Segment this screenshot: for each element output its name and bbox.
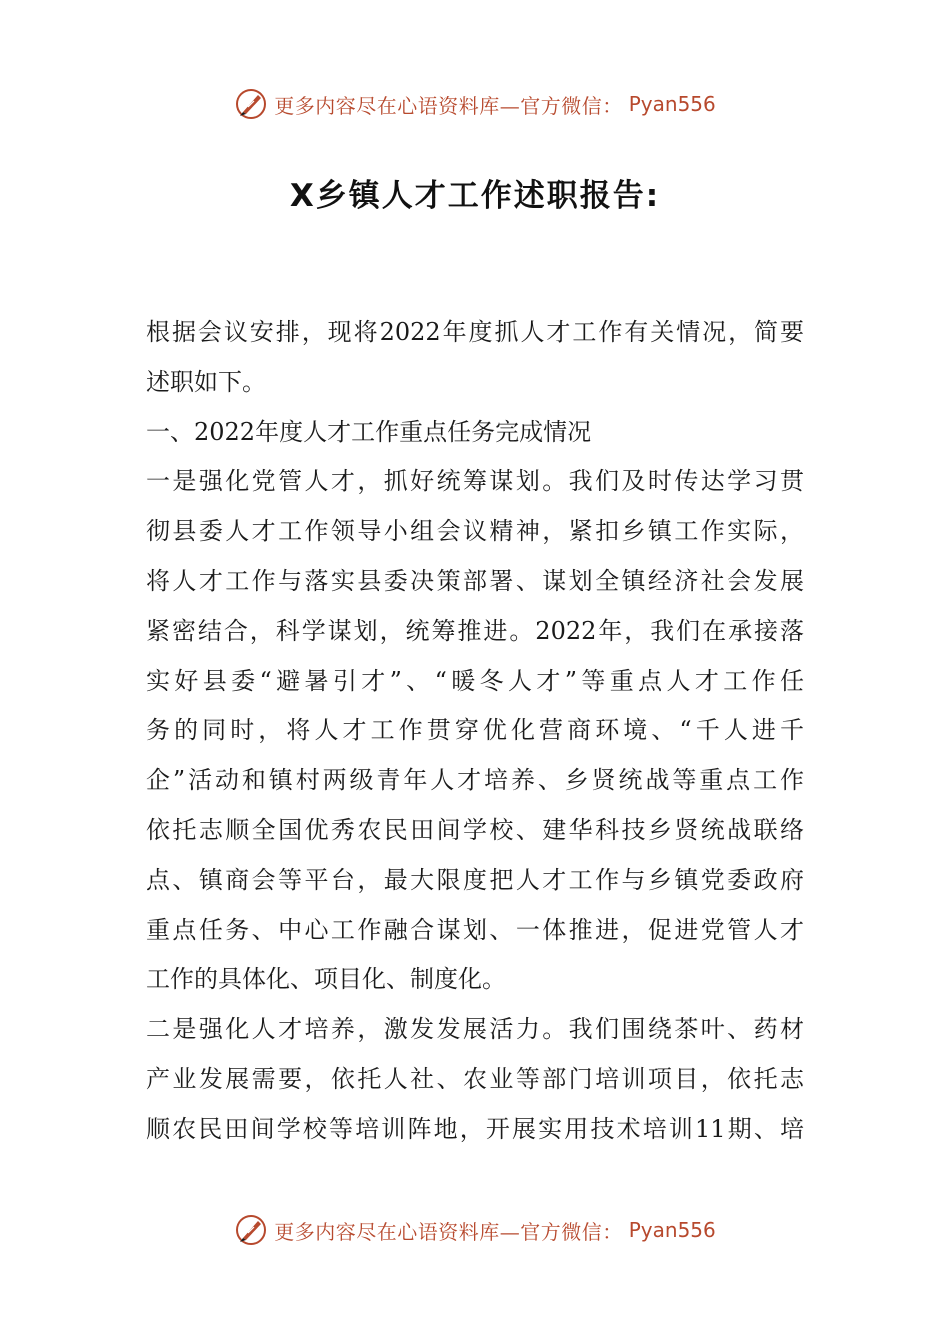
body-line: 二是强化人才培养，激发发展活力。我们围绕茶叶、药材 xyxy=(146,1015,804,1044)
body-line: 根据会议安排，现将2022年度抓人才工作有关情况，简要 xyxy=(146,318,804,346)
quill-pen-icon xyxy=(234,87,268,121)
watermark-text: 更多内容尽在心语资料库—官方微信： xyxy=(274,1219,623,1244)
body-line: 一、2022年度人才工作重点任务完成情况 xyxy=(146,417,592,446)
watermark-footer xyxy=(0,1210,950,1250)
body-line: 顺农民田间学校等培训阵地，开展实用技术培训11期、培 xyxy=(146,1114,804,1143)
body-line: 依托志顺全国优秀农民田间学校、建华科技乡贤统战联络 xyxy=(146,815,804,844)
body-line: 重点任务、中心工作融合谋划、一体推进，促进党管人才 xyxy=(146,915,804,944)
document-title: X乡镇人才工作述职报告: xyxy=(289,178,661,214)
body-line: 将人才工作与落实县委决策部署、谋划全镇经济社会发展 xyxy=(146,566,804,595)
quill-pen-icon xyxy=(234,1213,268,1247)
body-line: 工作的具体化、项目化、制度化。 xyxy=(146,965,506,994)
watermark-header xyxy=(0,84,950,124)
body-line: 彻县委人才工作领导小组会议精神，紧扣乡镇工作实际， xyxy=(146,517,804,546)
body-line: 产业发展需要，依托人社、农业等部门培训项目，依托志 xyxy=(146,1064,804,1093)
watermark-wechat-id: Pyan556 xyxy=(628,1218,716,1242)
watermark-text: 更多内容尽在心语资料库—官方微信： xyxy=(274,93,623,118)
body-line: 紧密结合，科学谋划，统筹推进。2022年，我们在承接落 xyxy=(146,616,804,645)
body-line: 点、镇商会等平台，最大限度把人才工作与乡镇党委政府 xyxy=(146,865,804,894)
body-line: 实好县委“避暑引才”、“暖冬人才”等重点人才工作任 xyxy=(146,666,804,695)
body-line: 一是强化党管人才，抓好统筹谋划。我们及时传达学习贯 xyxy=(146,467,804,496)
watermark-wechat-id: Pyan556 xyxy=(628,92,716,116)
body-line: 述职如下。 xyxy=(146,367,266,396)
body-line: 企”活动和镇村两级青年人才培养、乡贤统战等重点工作 xyxy=(146,766,804,795)
body-line: 务的同时，将人才工作贯穿优化营商环境、“千人进千 xyxy=(146,716,804,745)
document-body xyxy=(146,308,804,1155)
